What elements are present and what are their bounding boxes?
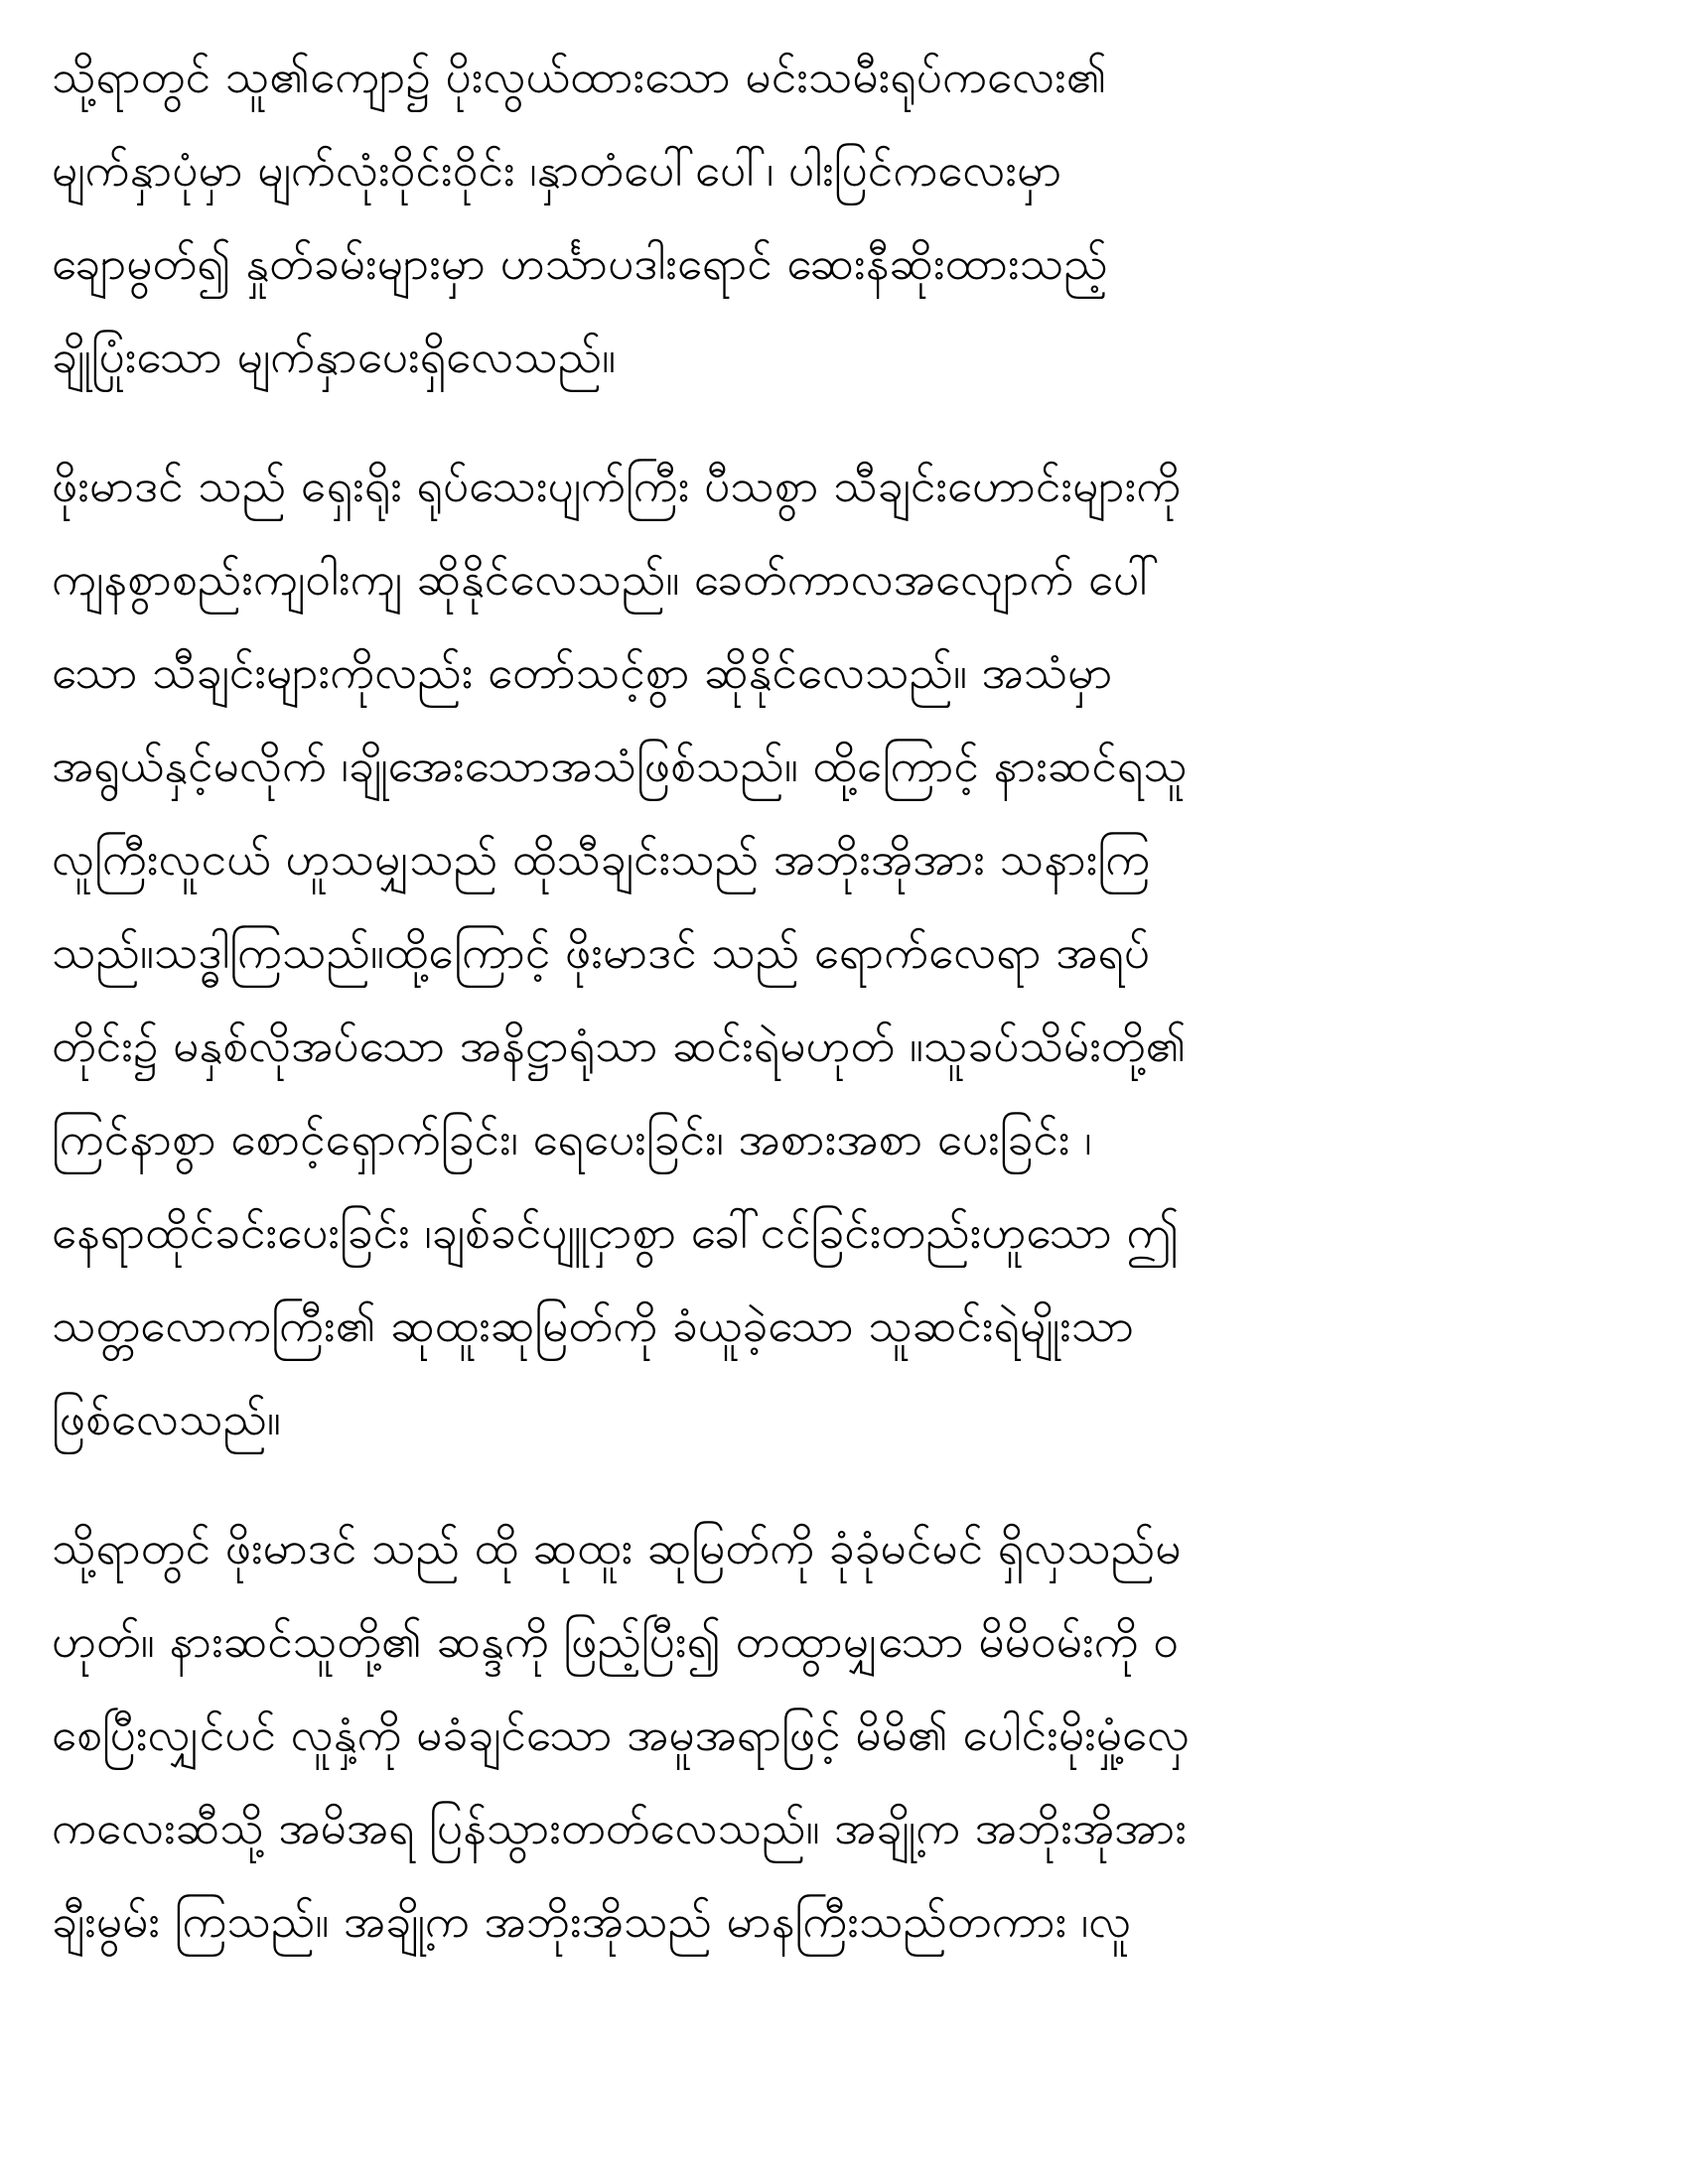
text-line: စေပြီးလျှင်ပင် လူနှံ့ကို မခံချင်သော အမူအရာဖြင့် မိမိ၏ ပေါင်းမိုးမှုံ့လှေ <box>52 1707 1191 1761</box>
text-line: လူကြီးလူငယ် ဟူသမျှသည် ထိုသီချင်းသည် အဘိုးအိုအား သနားကြ <box>52 832 1151 886</box>
text-line: နေရာထိုင်ခင်းပေးခြင်း ၊ချစ်ခင်ပျူငှာစွာ ခေါ်ငင်ခြင်းတည်းဟူသော ဤ <box>52 1205 1180 1259</box>
text-line: သော သီချင်းများကိုလည်း တော်သင့်စွာ ဆိုနိုင်လေသည်။ အသံမှာ <box>52 645 1113 699</box>
text-line: သို့ရာတွင် ဖိုးမာဒင် သည် ထို ဆုထူး ဆုမြတ်ကို ခုံခုံမင်မင် ရှိလှသည်မ <box>52 1521 1182 1574</box>
text-line: သတ္တလောကကြီး၏ ဆုထူးဆုမြတ်ကို ခံယူခဲ့သော သူဆင်းရဲမျိုးသာ <box>52 1298 1135 1352</box>
text-line: ဖိုးမာဒင် သည် ရှေးရိုး ရုပ်သေးပျက်ကြီး ပီသစွာ သီချင်းဟောင်းများကို <box>52 459 1182 512</box>
text-line: တိုင်း၌ မနှစ်လိုအပ်သော အနိဋ္ဌာရုံသာ ဆင်းရဲမဟုတ် ။သူခပ်သိမ်းတို့၏ <box>52 1019 1187 1072</box>
text-line: မျက်နှာပုံမှာ မျက်လုံးဝိုင်းဝိုင်း ၊နှာတံပေါ်ပေါ်၊ ပါးပြင်ကလေးမှာ <box>52 143 1062 197</box>
text-line: ကြင်နာစွာ စောင့်ရှောက်ခြင်း၊ ရေပေးခြင်း၊ အစားအစာ ပေးခြင်း ၊ <box>52 1112 1092 1165</box>
text-line: ဖြစ်လေသည်။ <box>52 1392 281 1445</box>
text-line: ကျနစွာစည်းကျဝါးကျ ဆိုနိုင်လေသည်။ ခေတ်ကာလအလျောက် ပေါ် <box>52 552 1160 606</box>
text-line: ချောမွတ်၍ နှုတ်ခမ်းများမှာ ဟင်္သာပဒါးရောင် ဆေးနီဆိုးထားသည့် <box>52 236 1108 290</box>
text-line: ကလေးဆီသို့ အမိအရ ပြန်သွားတတ်လေသည်။ အချို့က အဘိုးအိုအား <box>52 1801 1187 1854</box>
text-line: အရွယ်နှင့်မလိုက် ၊ချိုအေးသောအသံဖြစ်သည်။ ထို့ကြောင့် နားဆင်ရသူ <box>52 739 1188 792</box>
text-line: သည်။သဒ္ဓါကြသည်။ထို့ကြောင့် ဖိုးမာဒင် သည် ရောက်လေရာ အရပ် <box>52 925 1151 979</box>
paragraph-2 <box>52 439 1636 1465</box>
paragraph-1 <box>52 30 1636 403</box>
text-line: ချိုပြုံးသော မျက်နှာပေးရှိလေသည်။ <box>52 330 617 383</box>
text-line: သို့ရာတွင် သူ၏ကျော၌ ပိုးလွယ်ထားသော မင်းသမီးရုပ်ကလေး၏ <box>52 50 1107 103</box>
paragraph-3 <box>52 1501 1636 1968</box>
text-line: ဟုတ်။ နားဆင်သူတို့၏ ဆန္ဒကို ဖြည့်ပြီး၍ တထွာမျှသော မိမိဝမ်းကို ဝ <box>52 1614 1180 1668</box>
text-line: ချီးမွမ်း ကြသည်။ အချို့က အဘိုးအိုသည် မာနကြီးသည်တကား ၊လူ <box>52 1894 1132 1948</box>
